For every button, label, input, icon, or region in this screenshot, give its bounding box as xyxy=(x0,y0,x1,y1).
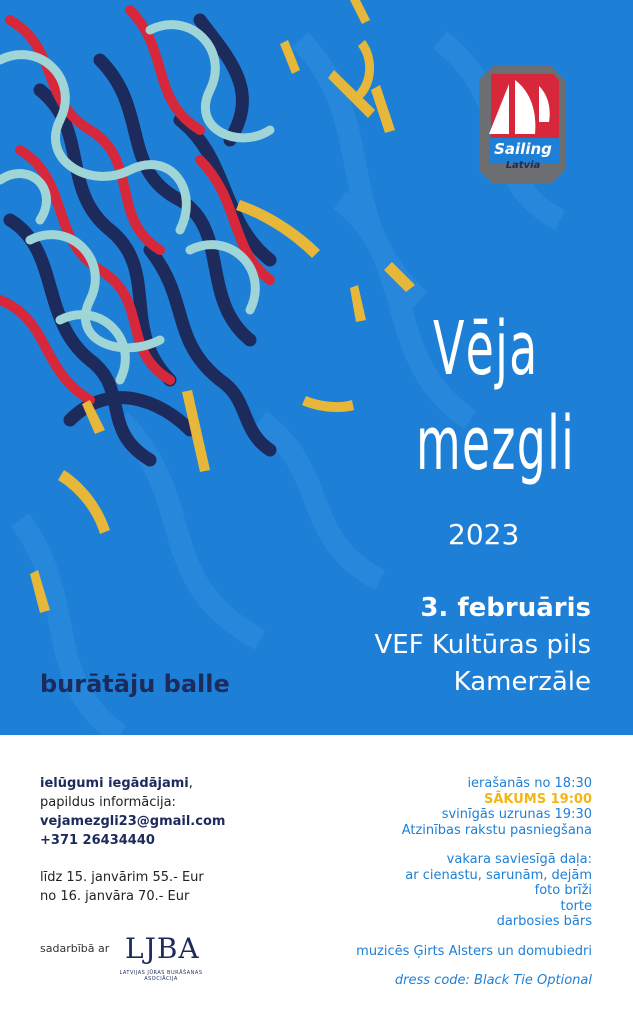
program-social-title: vakara saviesīgā daļa: xyxy=(446,852,592,867)
event-year: 2023 xyxy=(448,518,520,551)
program-start: SĀKUMS 19:00 xyxy=(483,791,592,807)
tickets-heading-suffix: , xyxy=(188,776,193,791)
ljba-logo: LJBA xyxy=(125,932,200,965)
ljba-subtitle: LATVIJAS JŪRAS BURĀŠANAS ASOCIĀCIJA xyxy=(119,970,203,982)
program-dress-code: dress code: Black Tie Optional xyxy=(394,973,592,988)
ticket-info xyxy=(40,774,225,906)
price-early: līdz 15. janvārim 55.- Eur xyxy=(40,870,204,885)
event-subtitle: burātāju balle xyxy=(40,670,230,698)
price-late: no 16. janvāra 70.- Eur xyxy=(40,889,190,904)
program-social-3: torte xyxy=(560,898,592,914)
contact-phone[interactable]: +371 26434440 xyxy=(40,833,155,848)
event-program xyxy=(356,776,592,989)
program-social-1: ar cienastu, sarunām, dejām xyxy=(405,867,592,883)
venue-room: Kamerzāle xyxy=(453,667,591,697)
contact-email[interactable]: vejamezgli23@gmail.com xyxy=(40,814,226,829)
logo-text-latvia: Latvia xyxy=(505,160,541,171)
logo-text-sailing: Sailing xyxy=(494,140,552,158)
venue-name: VEF Kultūras pils xyxy=(374,630,591,660)
program-social-4: darbosies bārs xyxy=(496,914,592,929)
tickets-more-info: papildus informācija: xyxy=(40,795,176,810)
program-social-2: foto brīži xyxy=(534,883,592,898)
title-line-2: mezgli xyxy=(416,401,576,487)
program-awards: Atzinības rakstu pasniegšana xyxy=(401,822,592,838)
tickets-heading: ielūgumi iegādājami xyxy=(40,776,189,791)
program-music: muzicēs Ģirts Alsters un domubiedri xyxy=(356,943,592,959)
sailing-latvia-logo xyxy=(479,66,565,184)
program-arrival: ierašanās no 18:30 xyxy=(467,776,592,791)
event-date: 3. februāris xyxy=(420,593,591,623)
partner-block xyxy=(40,932,220,988)
title-line-1: Vēja xyxy=(433,306,539,392)
program-speeches: svinīgās uzrunas 19:30 xyxy=(441,807,592,822)
partner-label: sadarbībā ar xyxy=(40,942,110,955)
